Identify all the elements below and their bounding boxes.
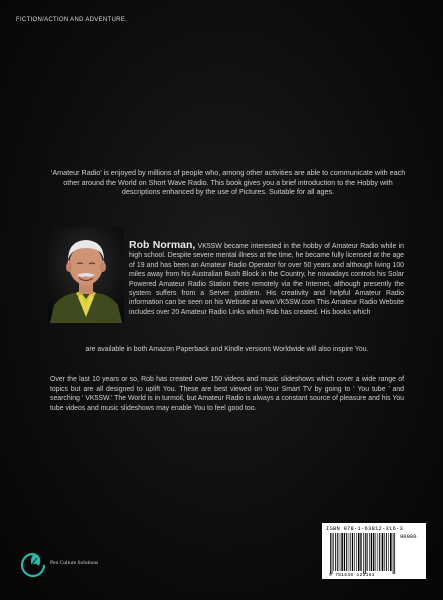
- author-portrait-image: [48, 227, 124, 323]
- barcode-bar: [335, 533, 336, 571]
- book-blurb: ‘Amateur Radio’ is enjoyed by millions of people who, among other activities are able to communicate with each other around the World on Short Wave Radio. This book gives you a brief introduction to the Hobby with descriptions enhanced by the use of Pictures. Suitable for all ages.: [50, 168, 406, 196]
- barcode-bar: [390, 533, 392, 571]
- barcode-bar: [350, 533, 351, 571]
- author-bio-intro: [129, 241, 404, 317]
- barcode-bar: [376, 533, 377, 571]
- genre-label: FICTION/ACTION AND ADVENTURE.: [16, 17, 128, 23]
- barcode-bar: [382, 533, 384, 571]
- barcode-bar: [367, 533, 368, 571]
- author-photo: [48, 227, 124, 323]
- barcode-bar: [349, 533, 350, 571]
- barcode-bars: [322, 523, 426, 579]
- barcode-bar: [360, 533, 361, 571]
- barcode-bar: [373, 533, 374, 571]
- ean-number: 9 781638 123163: [329, 573, 375, 578]
- author-name: Rob Norman,: [129, 239, 196, 251]
- barcode-bar: [333, 533, 334, 571]
- price-code: 90000: [400, 533, 417, 540]
- publisher-logo-icon: [17, 548, 49, 580]
- barcode-bar: [341, 533, 343, 571]
- barcode-bar: [379, 533, 380, 571]
- isbn-text: ISBN 978-1-63812-316-3: [326, 525, 404, 532]
- barcode-bar: [363, 533, 364, 574]
- barcode-bar: [354, 533, 355, 571]
- barcode-bar: [352, 533, 353, 571]
- barcode-bar: [386, 533, 387, 571]
- barcode-bar: [337, 533, 338, 571]
- barcode-bar: [330, 533, 331, 574]
- barcode-bar: [388, 533, 389, 571]
- barcode-bar: [346, 533, 347, 571]
- barcode-bar: [378, 533, 379, 571]
- videos-paragraph: Over the last 10 years or so, Rob has created over 150 videos and music slideshows which cover a wide range of topics but are all designed to uplift You. These are best viewed on Your Smart TV by going to ‘ You tube ’ and searching ‘ VK5SW.’ The World is in turmoil, but Amateur Radio is always a constant source of pleasure and his You tube videos and music slideshows may enable You to feel good too.: [50, 376, 404, 412]
- barcode-bar: [393, 533, 394, 574]
- barcode-bar: [365, 533, 366, 574]
- barcode-bar: [340, 533, 341, 571]
- publisher-name: Pen Culture Solutions: [50, 560, 99, 566]
- barcode-bar: [394, 533, 395, 574]
- isbn-barcode: [322, 523, 426, 579]
- author-bio-continuation: are available in both Amazon Paperback and Kindle versions Worldwide will also inspire You.: [85, 346, 369, 353]
- barcode-bar: [344, 533, 345, 571]
- barcode-bar: [384, 533, 385, 571]
- barcode-bar: [332, 533, 333, 574]
- author-bio-text: VK5SW became interested in the hobby of Amateur Radio while in high school. Despite severe mental illness at the time, he became fully licensed at the age of 19 and has been an Amateur Radio Operator for over 50 years and although living 100 miles away from his Australian Bush Block in the Country, he nowadays controls his Solar Powered Amateur Radio Station there remotely via the Internet, although presently the system suffers from a Server problem. His creativity and helpful Amateur Radio information can be seen on his Website at www.VK5SW.com This Amateur Radio Website includes over 20 Amateur Radio Links which Rob has created. His books which: [129, 243, 404, 316]
- barcode-bar: [371, 533, 373, 571]
- barcode-bar: [356, 533, 357, 571]
- barcode-bar: [358, 533, 360, 571]
- barcode-bar: [369, 533, 370, 571]
